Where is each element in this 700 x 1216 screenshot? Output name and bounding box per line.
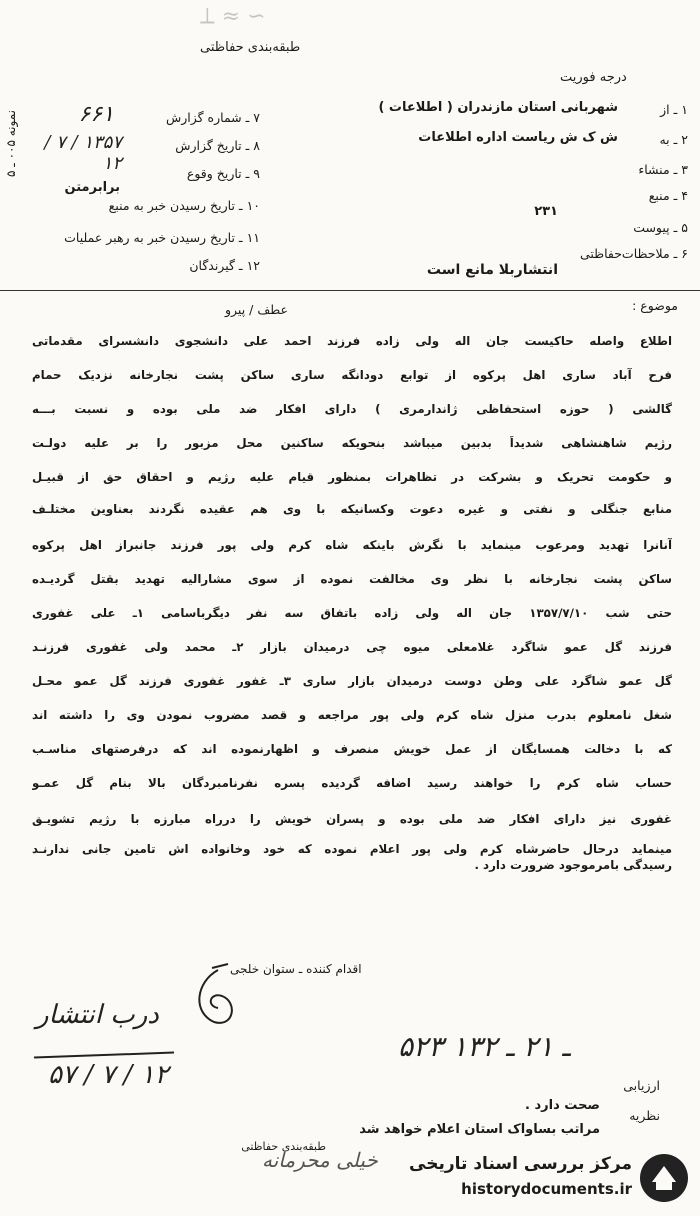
field-to: ۲ ـ به	[659, 132, 688, 147]
field-event-date: ۹ ـ تاریخ وقوع	[186, 166, 260, 181]
body-line: حتی شب ۱۳۵۷/۷/۱۰ جان اله ولی زاده باتفاق سه نفر دیگرباسامی ۱ـ علی غفوری	[32, 606, 672, 620]
archive-logo-icon	[638, 1152, 690, 1204]
subject-reference: عطف / پیرو	[225, 302, 288, 317]
field-report-number: ۷ ـ شماره گزارش	[165, 110, 260, 125]
handwritten-date: ۵۷ / ۷ / ۱۲	[48, 1060, 169, 1090]
field-security-notes: ۶ ـ ملاحظات‌حفاظتی	[579, 246, 688, 261]
body-line: ساکن پشت نجارخانه با نظر وی مخالفت نموده از سوی مشارالیه تهدید بقتل گردیـده	[32, 572, 672, 586]
urgency-label: درجه فوریت	[560, 70, 627, 85]
header-divider	[0, 290, 700, 291]
body-line: منابع جنگلی و نفتی و غیره دعوت وکسانیکه با وی هم عقیده نگردند بعناوین مختلـف	[32, 502, 672, 516]
report-body	[0, 334, 700, 914]
subject-label: موضوع :	[632, 298, 678, 313]
archive-website: historydocuments.ir	[461, 1180, 632, 1198]
action-officer-signature	[188, 962, 248, 1032]
opinion-value: مراتب بساواک استان اعلام خواهد شد	[359, 1122, 600, 1137]
handwritten-file-code: ۵۲۳ ـ ۲۱ ـ ۱۳۲	[398, 1030, 571, 1063]
field-news-to-leader-date: ۱۱ ـ تاریخ رسیدن خبر به رهبر عملیات	[64, 230, 260, 245]
body-line: حساب شاه کرم را خواهند رسید اضافه گردیده پسره نفرنامبردگان بالا بنام گل عمـو	[32, 776, 672, 790]
body-line: فرزند گل عمو شاگرد غلامعلی میوه چی درمیدان بازار ۲ـ محمد ولی غفوری فرزنـد	[32, 640, 672, 654]
evaluation-label: ارزیابی	[623, 1078, 660, 1093]
field-source: ۴ ـ منبع	[648, 188, 688, 203]
body-line: رژیم شاهنشاهی شدیداً بدبین میباشد بنحویکه ساکنین محل مزبور را بر علیه دولـت	[32, 436, 672, 450]
field-to-value: ش ک ش ریاست اداره اطلاعات	[418, 130, 618, 145]
field-security-notes-value: انتشاربلا مانع است	[426, 262, 558, 278]
field-recipients: ۱۲ ـ گیرندگان	[189, 258, 260, 273]
field-origin: ۳ ـ منشاء	[638, 162, 688, 177]
opinion-label: نظریه	[629, 1108, 660, 1123]
field-attachment: ۵ ـ پیوست	[633, 220, 688, 235]
evaluation-value: صحت دارد .	[525, 1098, 600, 1113]
body-line: اطلاع واصله حاکیست جان اله ولی زاده فرزند احمد علی دانشجوی دانشسرای مقدماتی	[32, 334, 672, 348]
field-news-to-source-date: ۱۰ ـ تاریخ رسیدن خبر به منبع	[108, 198, 260, 213]
action-officer: اقدام کننده ـ ستوان خلجی	[230, 962, 362, 976]
archive-watermark	[409, 1150, 690, 1206]
body-line: گالشی ( حوزه استحفاظی ژاندارمری ) دارای افکار ضد ملی بوده و نسبت بـــه	[32, 402, 672, 416]
field-from-value: شهربانی استان مازندران ( اطلاعات )	[378, 100, 618, 115]
secrecy-stamp: خیلی محرمانه	[262, 1148, 378, 1172]
body-line: مینماید درحال حاضرشاه کرم ولی پور اعلام نموده که خود وخانواده اش تامین جانی ندارنـد	[32, 842, 672, 856]
body-line: و حکومت تحریک و بشرکت در تظاهرات بمنظور قیام علیه رژیم و احقاق حق از قبیـل	[32, 470, 672, 484]
fields-left	[20, 102, 260, 288]
body-line: شغل نامعلوم بدرب منزل شاه کرم ولی پور مراجعه و قصد مضروب نمودن وی را داشته اند	[32, 708, 672, 722]
handwritten-note: درب انتشار	[36, 1000, 159, 1030]
report-date-value: ۱۳۵۷ / ۷ / ۱۲	[44, 132, 122, 174]
body-line: فرح آباد ساری اهل پرکوه از توابع دودانگه ساری ساکن پشت نجارخانه نزدیک حمام	[32, 368, 672, 382]
body-line: که با دخالت همسایگان از عمل خویش منصرف و اظهارنموده اند که درفرصتهای مناسـب	[32, 742, 672, 756]
body-line: رسیدگی بامرموجود ضرورت دارد .	[474, 858, 672, 872]
body-line: گل عمو شاگرد علی وطن دوست درمیدان بازار ساری ۳ـ غفور غفوری فرزند گل عمو محـل	[32, 674, 672, 688]
field-from: ۱ ـ از	[660, 102, 688, 117]
body-line: غفوری نیز دارای افکار ضد ملی بوده و پسران خویش را درراه مبارزه با رژیم تشویـق	[32, 812, 672, 826]
handwritten-underline	[34, 1052, 174, 1059]
report-number-value: ۶۶۱	[78, 102, 114, 127]
form-side-code: نمونه ۰۰۵ ـ ۵	[4, 110, 18, 178]
top-classification: طبقه‌بندی حفاظتی	[200, 40, 301, 55]
archive-org-name: مرکز بررسی اسناد تاریخی	[409, 1154, 632, 1174]
field-report-date: ۸ ـ تاریخ گزارش	[175, 138, 260, 153]
top-stamp-mark: ⟂ ≈ ∽	[200, 4, 266, 29]
bottom-classification: طبقه‌بندی حفاظتی	[241, 1140, 326, 1153]
body-line: آنانرا تهدید ومرعوب مینماید با نگرش باینکه شاه کرم ولی پور فرزند جانبراز اهل پرکوه	[32, 538, 672, 552]
event-date-value: برابرمتن	[64, 180, 120, 195]
field-source-value: ۲۳۱	[534, 204, 558, 219]
